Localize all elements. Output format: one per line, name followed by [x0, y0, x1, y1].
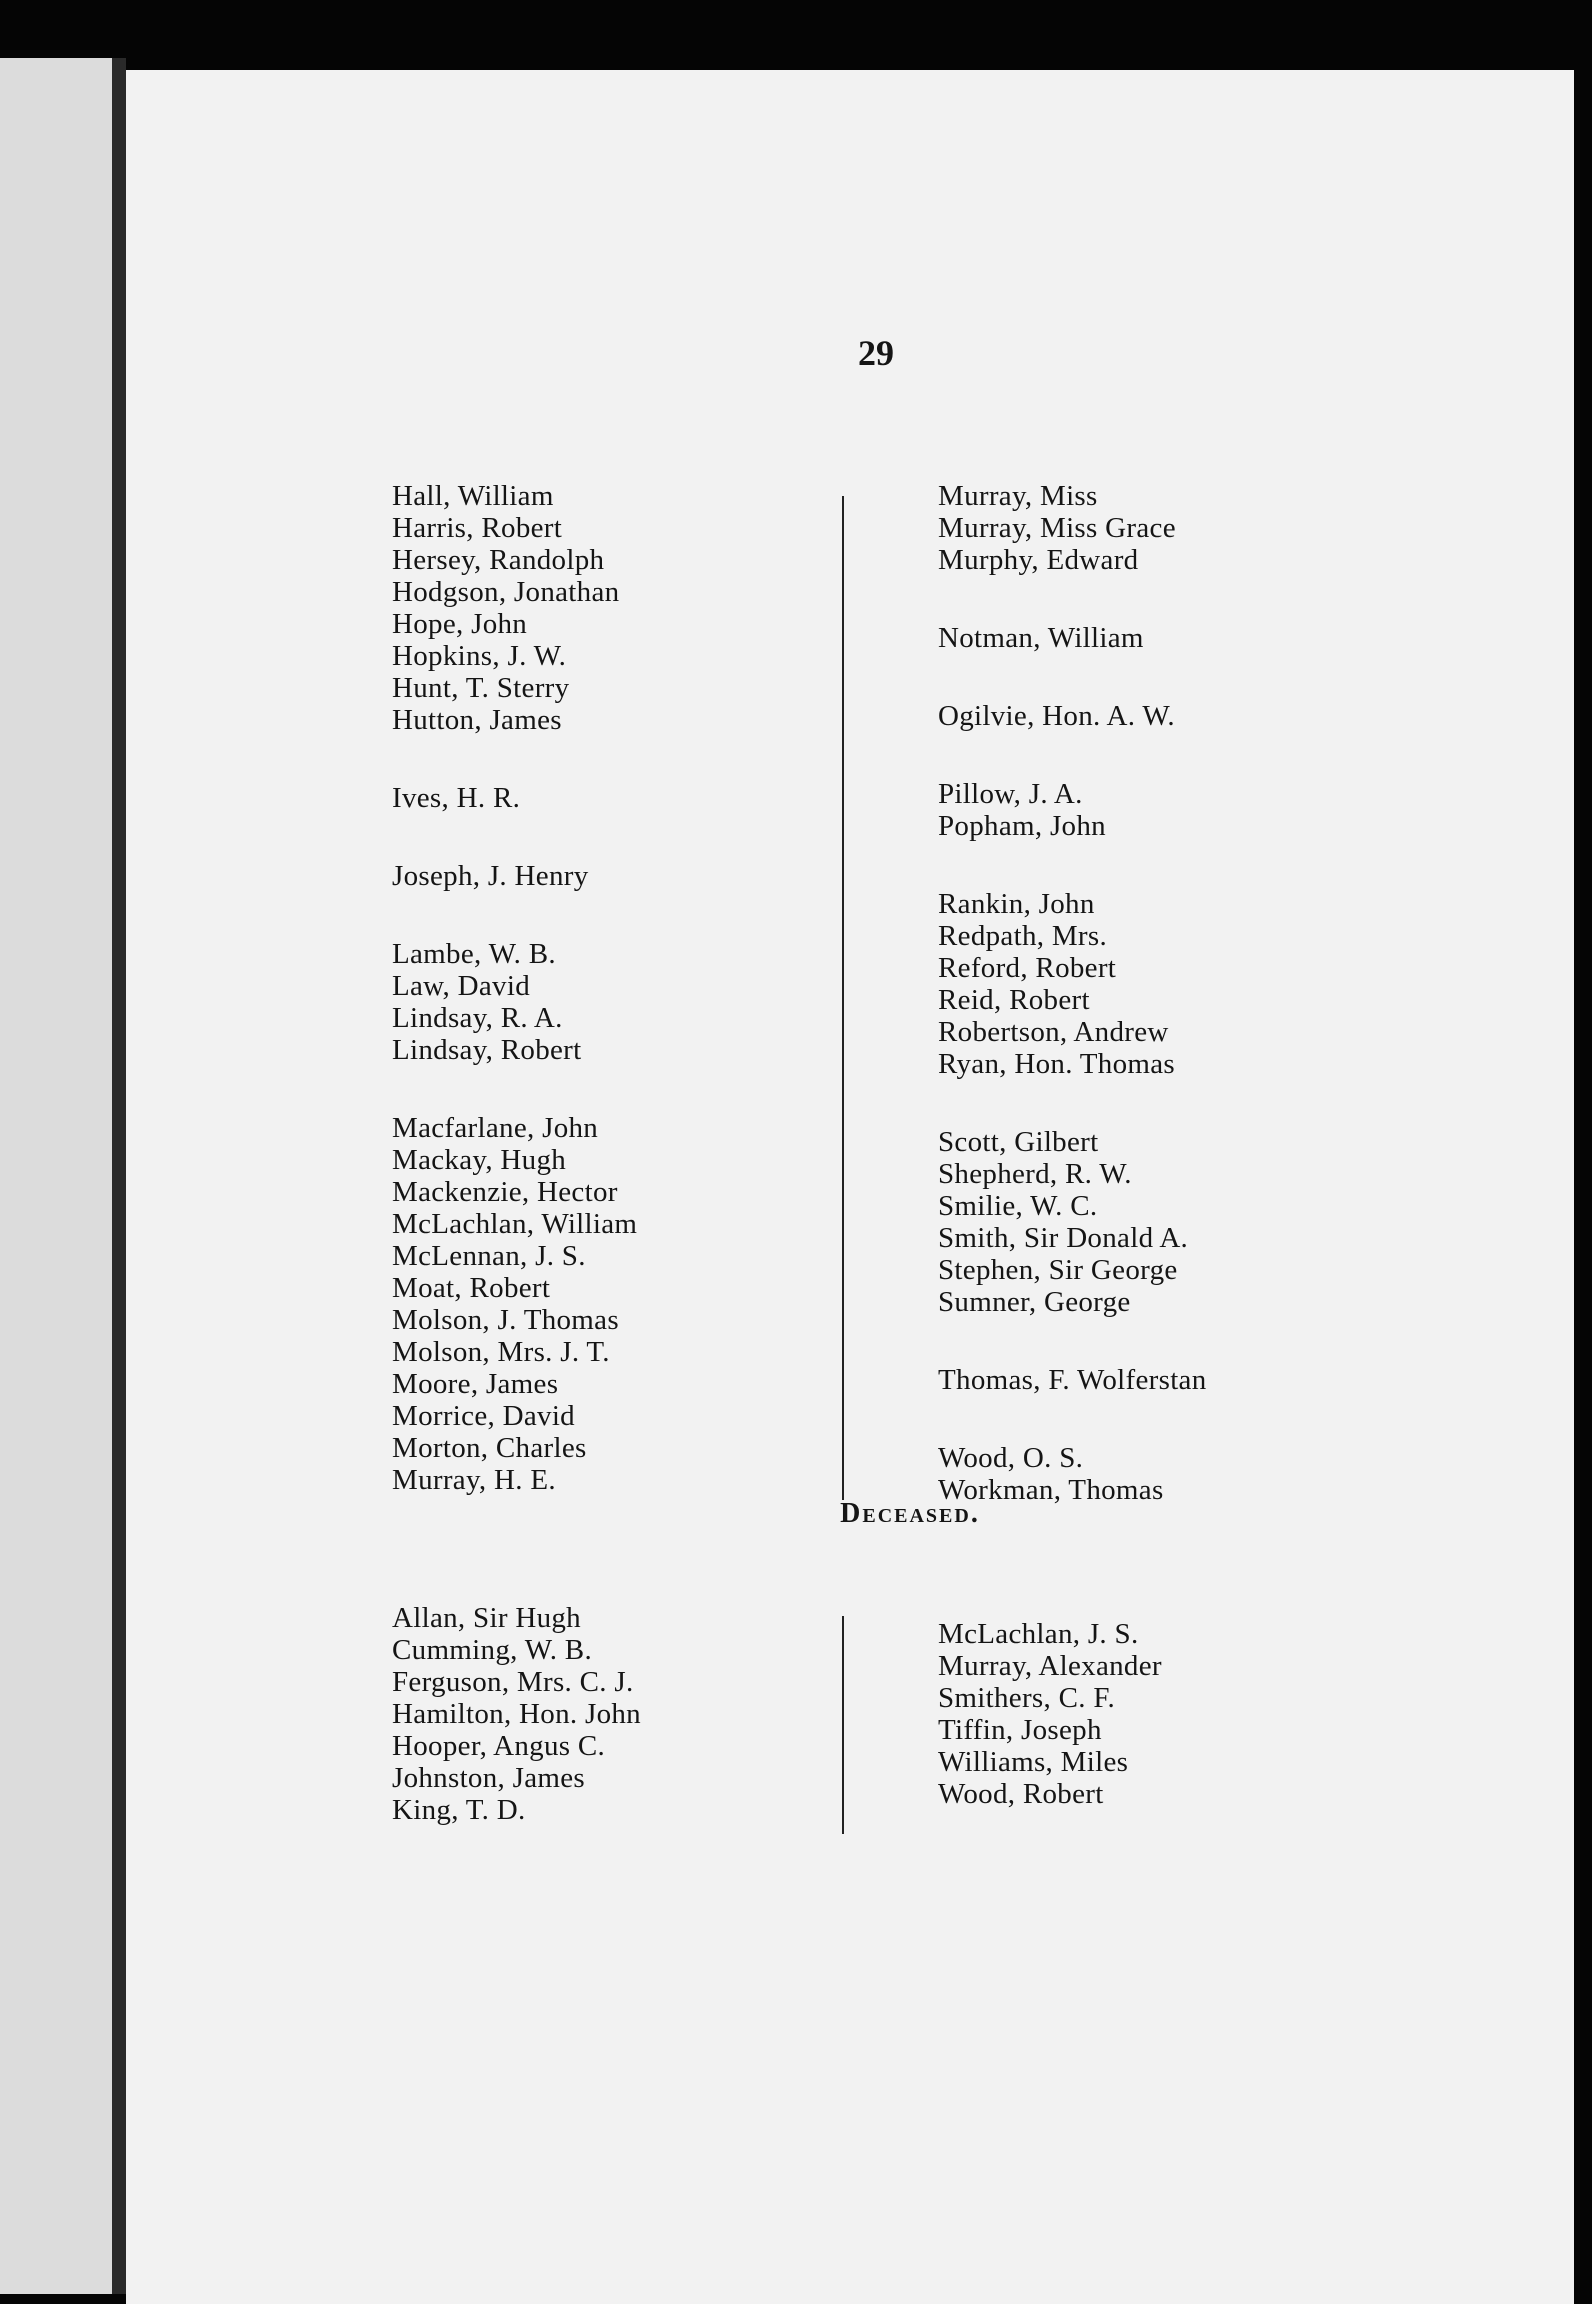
name-entry: Hopkins, J. W.	[392, 640, 567, 672]
members-left-column	[392, 480, 637, 1496]
group-spacer	[392, 892, 637, 938]
name-entry: Molson, Mrs. J. T.	[392, 1336, 610, 1368]
deceased-right-column	[938, 1618, 1162, 1810]
name-entry: Hunt, T. Sterry	[392, 672, 570, 704]
name-entry: Pillow, J. A.	[938, 778, 1083, 810]
name-entry: Ryan, Hon. Thomas	[938, 1048, 1176, 1080]
group-spacer	[938, 842, 1207, 888]
group-spacer	[938, 732, 1207, 778]
name-entry: Redpath, Mrs.	[938, 920, 1108, 952]
name-entry: Hersey, Randolph	[392, 544, 605, 576]
name-entry: Joseph, J. Henry	[392, 860, 589, 892]
name-entry: Reid, Robert	[938, 984, 1090, 1016]
group-spacer	[938, 1318, 1207, 1364]
name-entry: Hodgson, Jonathan	[392, 576, 620, 608]
name-entry: Macfarlane, John	[392, 1112, 599, 1144]
name-entry: Workman, Thomas	[938, 1474, 1164, 1506]
name-entry: Ogilvie, Hon. A. W.	[938, 700, 1175, 732]
name-entry: Rankin, John	[938, 888, 1095, 920]
group-spacer	[938, 576, 1207, 622]
document-page	[126, 70, 1574, 2304]
name-entry: Murray, Alexander	[938, 1650, 1162, 1682]
name-entry: Lambe, W. B.	[392, 938, 556, 970]
name-entry: Lindsay, Robert	[392, 1034, 582, 1066]
name-entry: McLachlan, J. S.	[938, 1618, 1139, 1650]
name-entry: King, T. D.	[392, 1794, 526, 1826]
book-gutter	[112, 58, 126, 2294]
name-entry: Hamilton, Hon. John	[392, 1698, 641, 1730]
name-entry: Murray, H. E.	[392, 1464, 556, 1496]
group-spacer	[938, 654, 1207, 700]
name-entry: Popham, John	[938, 810, 1106, 842]
name-entry: Moat, Robert	[392, 1272, 551, 1304]
name-entry: Molson, J. Thomas	[392, 1304, 619, 1336]
name-entry: Murray, Miss Grace	[938, 512, 1176, 544]
page-number: 29	[858, 333, 894, 373]
name-entry: Smilie, W. C.	[938, 1190, 1098, 1222]
name-entry: Scott, Gilbert	[938, 1126, 1099, 1158]
name-entry: Johnston, James	[392, 1762, 585, 1794]
group-spacer	[392, 736, 637, 782]
group-spacer	[938, 1396, 1207, 1442]
name-entry: Murphy, Edward	[938, 544, 1139, 576]
name-entry: McLachlan, William	[392, 1208, 638, 1240]
members-right-column	[938, 480, 1207, 1506]
name-entry: Ferguson, Mrs. C. J.	[392, 1666, 634, 1698]
group-spacer	[392, 814, 637, 860]
name-entry: Ives, H. R.	[392, 782, 521, 814]
name-entry: Lindsay, R. A.	[392, 1002, 563, 1034]
name-entry: Wood, Robert	[938, 1778, 1104, 1810]
name-entry: Wood, O. S.	[938, 1442, 1084, 1474]
name-entry: Robertson, Andrew	[938, 1016, 1169, 1048]
name-entry: Morrice, David	[392, 1400, 575, 1432]
name-entry: Law, David	[392, 970, 531, 1002]
deceased-left-column	[392, 1602, 641, 1826]
name-entry: Murray, Miss	[938, 480, 1098, 512]
name-entry: McLennan, J. S.	[392, 1240, 586, 1272]
name-entry: Harris, Robert	[392, 512, 563, 544]
name-entry: Moore, James	[392, 1368, 559, 1400]
name-entry: Mackay, Hugh	[392, 1144, 567, 1176]
name-entry: Shepherd, R. W.	[938, 1158, 1132, 1190]
deceased-heading: Deceased.	[840, 1498, 980, 1529]
name-entry: Thomas, F. Wolferstan	[938, 1364, 1207, 1396]
group-spacer	[392, 1066, 637, 1112]
name-entry: Hooper, Angus C.	[392, 1730, 606, 1762]
name-entry: Smith, Sir Donald A.	[938, 1222, 1189, 1254]
members-column-divider	[842, 496, 844, 1500]
name-entry: Morton, Charles	[392, 1432, 587, 1464]
name-entry: Williams, Miles	[938, 1746, 1129, 1778]
deceased-column-divider	[842, 1616, 844, 1834]
name-entry: Hall, William	[392, 480, 554, 512]
name-entry: Stephen, Sir George	[938, 1254, 1178, 1286]
name-entry: Sumner, George	[938, 1286, 1131, 1318]
name-entry: Hutton, James	[392, 704, 562, 736]
name-entry: Reford, Robert	[938, 952, 1117, 984]
name-entry: Tiffin, Joseph	[938, 1714, 1102, 1746]
name-entry: Smithers, C. F.	[938, 1682, 1116, 1714]
group-spacer	[938, 1080, 1207, 1126]
name-entry: Notman, William	[938, 622, 1144, 654]
name-entry: Cumming, W. B.	[392, 1634, 592, 1666]
name-entry: Allan, Sir Hugh	[392, 1602, 581, 1634]
name-entry: Hope, John	[392, 608, 528, 640]
name-entry: Mackenzie, Hector	[392, 1176, 618, 1208]
facing-page-margin	[0, 58, 118, 2294]
